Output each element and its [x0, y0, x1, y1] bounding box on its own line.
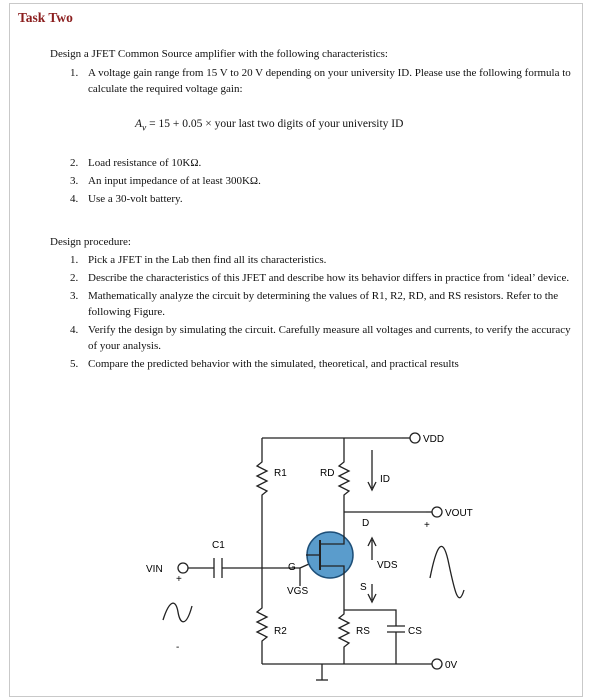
intro-text: Design a JFET Common Source amplifier with the following characteristics:	[50, 48, 388, 60]
vdd-terminal	[410, 433, 420, 443]
list-item: 4. Verify the design by simulating the circuit. Carefully measure all voltages and currents, to verify the accuracy of your analysis.	[70, 324, 571, 352]
list-item: 1. A voltage gain range from 15 V to 20 V depending on your university ID. Please use the following formula to calculate the required voltage gain:	[70, 67, 571, 95]
list-item: 2. Describe the characteristics of this JFET and describe how its behavior differs in practice from ‘ideal’ device.	[70, 272, 570, 284]
vout-terminal	[432, 507, 442, 517]
rd-label: RD	[320, 468, 335, 479]
vout-plus: +	[424, 520, 430, 531]
ground-label: 0V	[445, 660, 458, 671]
r2-label: R2	[274, 626, 287, 637]
rs-resistor	[339, 598, 349, 664]
vin-sine	[163, 603, 192, 622]
list-item: 1. Pick a JFET in the Lab then find all its characteristics.	[70, 254, 327, 266]
vin-minus: -	[176, 642, 180, 653]
vgs-label: VGS	[287, 586, 309, 597]
source-label: S	[360, 582, 367, 593]
procedure-title: Design procedure:	[50, 236, 131, 248]
vdd-label: VDD	[423, 434, 445, 445]
gain-formula: $A_v = 15 + 0.05$ × your last two digits of your university ID	[135, 118, 404, 134]
cs-label: CS	[408, 626, 422, 637]
list-item: 5. Compare the predicted behavior with the simulated, theoretical, and practical results	[70, 358, 459, 370]
list-item: 4. Use a 30-volt battery.	[70, 193, 183, 205]
id-label: ID	[380, 474, 390, 485]
c1-label: C1	[212, 540, 225, 551]
drain-label: D	[362, 518, 370, 529]
gate-label: G	[288, 562, 296, 573]
list-item: 3. An input impedance of at least 300KΩ.	[70, 175, 261, 187]
r1-label: R1	[274, 468, 287, 479]
r1-resistor	[257, 438, 267, 568]
vout-sine	[430, 546, 464, 597]
task-title: Task Two	[18, 10, 73, 25]
vds-label: VDS	[377, 560, 398, 571]
rd-resistor	[339, 438, 349, 512]
r2-resistor	[257, 568, 267, 664]
rs-label: RS	[356, 626, 370, 637]
vout-label: VOUT	[445, 508, 473, 519]
ground-terminal	[432, 659, 442, 669]
list-item: 2. Load resistance of 10KΩ.	[70, 157, 202, 169]
vin-terminal	[178, 563, 188, 573]
list-item: 3. Mathematically analyze the circuit by determining the values of R1, R2, RD, and RS resistors. Refer to the following Figure.	[70, 290, 559, 318]
vin-label: VIN	[146, 564, 163, 575]
vin-plus: +	[176, 574, 182, 585]
